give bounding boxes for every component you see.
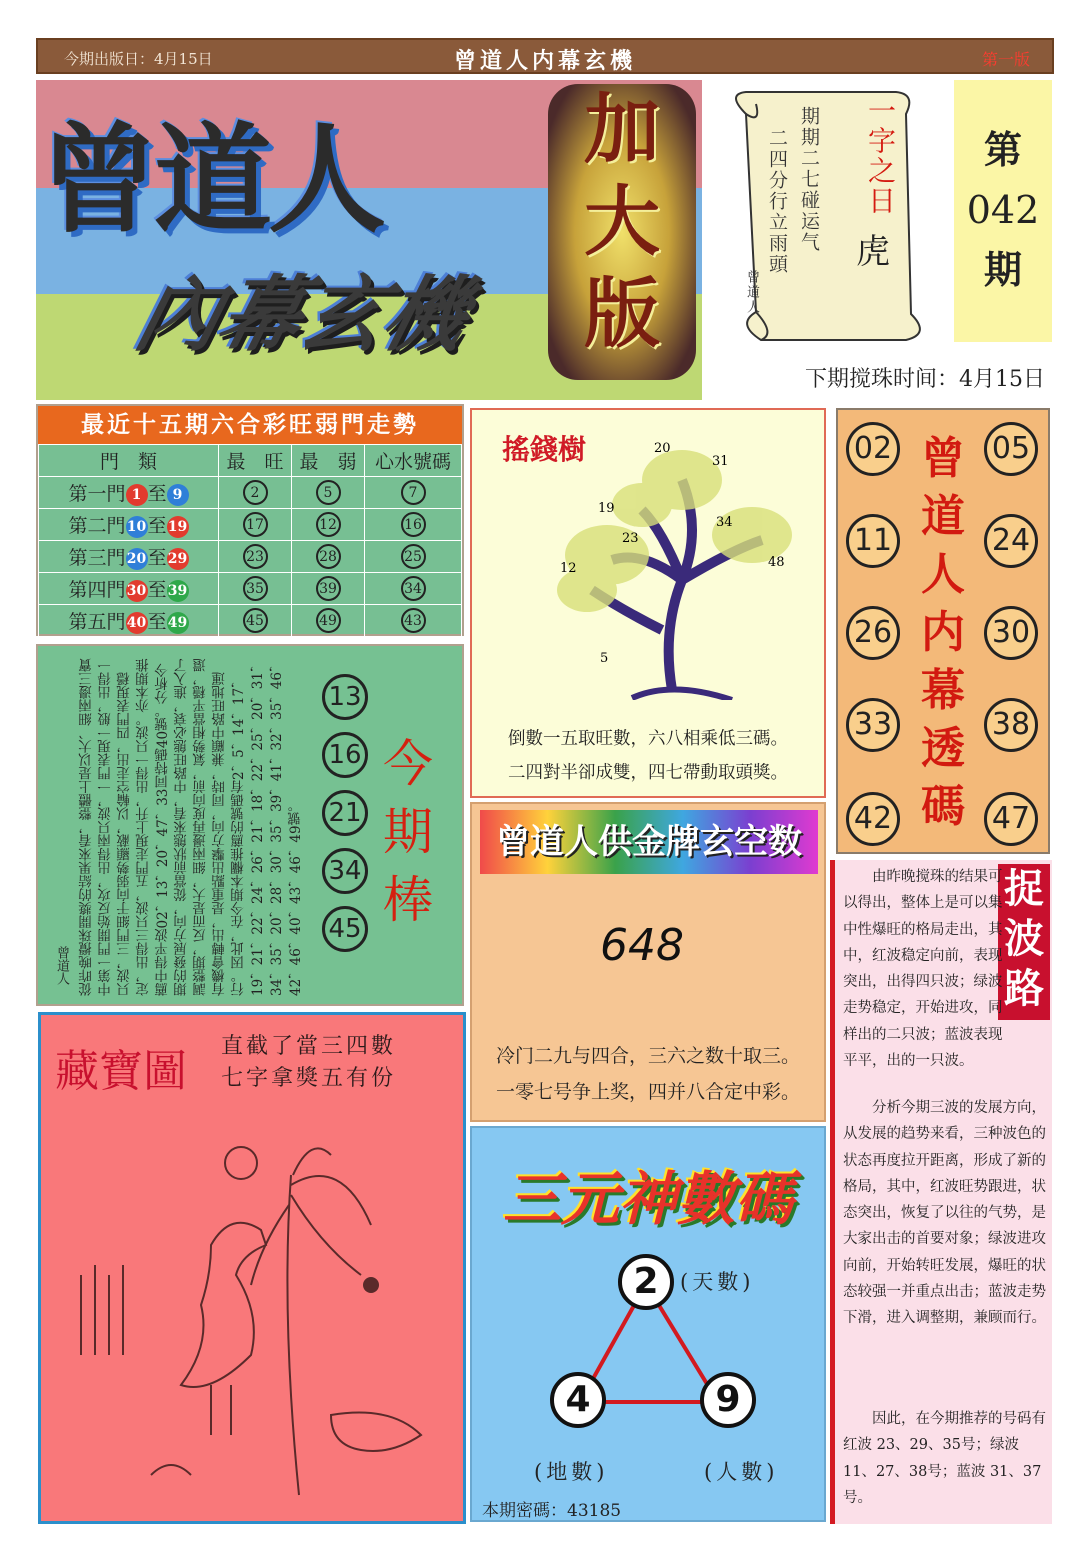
- table-row: 第三門20至29 23 28 25: [39, 541, 462, 573]
- heaven-label: (天數): [680, 1270, 755, 1294]
- pick-label: 今 期 棒: [383, 735, 433, 929]
- sanyuan-panel: [470, 1126, 826, 1522]
- word-label: 一字之日: [864, 96, 897, 216]
- secret-vertical-title: 曾 道 人 内 幕 透 碼: [921, 433, 965, 832]
- masthead-title: 曾道人: [40, 110, 383, 249]
- secret-numbers-panel: 02 11 26 33 42 05 24 30 38 47 曾 道 人 内 幕 透 碼: [836, 408, 1050, 854]
- header-bar: [36, 38, 1054, 74]
- table-row: 第一門 1 至 9 2 5 7: [39, 477, 462, 509]
- wave-paragraph-1: 由昨晚搅珠的结果可以得出，整体上是可以集中性爆旺的格局走出，其中，红波稳定向前，表现突出，出得四只波；绿波走势稳定，开始进攻，同样出的二只波；蓝波表现平平，出的一只波。: [843, 869, 1003, 1070]
- analysis-text: 從昨晚攪珠開獎的結果來看，整體上是以大、細兩邊三寶中第一門開始反攻，出得兩只波，一門表現一般，出得一只波，三門細于向弱勢顯蔽，以輪空走出，四門表現穩定，出得三只波，五門走現上升，出得一只波。亦本期推薦中得平波02，13，20，47，33同特碼40號。分析今期的發展方向，從當前狀態來看，中路旺態必衰，進入了調整期，反而是大，細兩邊再度向前，氣勢相當平穩，還有機會轉出，是重點出擊方向，同時，兼顧中路旺地運行。因此，在今期本欄推薦的號碼有2，5，14，17，19，21，22，24，26，21，18，22，25，20，31，34，35，20，28，30，35，39，41，32，35，46，42，46，40，43，46，49號。: [79, 658, 304, 996]
- tree-poem: 倒數一五取旺數，六八相乘低三碼。 二四對半卻成雙，四七帶動取頭獎。: [508, 729, 788, 783]
- badge-char: 加: [584, 85, 660, 174]
- table-row: 第五門40至49 45 49 43: [39, 605, 462, 637]
- heaven-number: 2: [618, 1254, 674, 1310]
- wave-paragraph-2: 分析今期三波的发展方向，从发展的趋势来看，三种波色的状态再度拉开距离，形成了新的格局，其中，红波旺势跟进，状态突出，恢复了以往的气势，是大家出击的首要对象；绿波进攻向前，开始转旺发展，爆旺的状态较强一并重点出击；蓝波走势下滑，进入调整期，兼顾而行。: [843, 1100, 1046, 1327]
- wave-analysis: [830, 860, 1052, 1524]
- tree-illustration: [512, 440, 802, 700]
- human-label: (人數): [704, 1460, 779, 1484]
- money-tree: [470, 408, 826, 798]
- analysis-sign: 曾道人: [54, 946, 69, 985]
- treasure-poem: 直截了當三四數 七字拿獎五有份: [221, 1034, 397, 1091]
- tree-title: 搖錢樹: [502, 433, 587, 466]
- header-title: 曾道人内幕玄機: [453, 48, 636, 74]
- pick-number: 21: [322, 790, 368, 836]
- earth-label: (地數): [534, 1460, 609, 1484]
- enlarged-edition-badge: [548, 84, 696, 380]
- col-header: 門 類: [39, 445, 219, 477]
- human-number: 9: [700, 1372, 756, 1428]
- wave-caption: 捉 波 路: [998, 864, 1050, 1020]
- svg-text:48: 48: [768, 555, 785, 570]
- earth-number: 4: [550, 1372, 606, 1428]
- svg-text:34: 34: [716, 515, 733, 530]
- svg-text:31: 31: [712, 454, 729, 469]
- issue-pre: 第: [983, 127, 1022, 172]
- trend-table: [36, 404, 464, 636]
- issue-box: [954, 80, 1052, 342]
- scroll-sign: 曾道人: [744, 270, 759, 315]
- pick-number: 16: [322, 732, 368, 778]
- table-row: 第四門30至39 35 39 34: [39, 573, 462, 605]
- gold-number-panel: [470, 802, 826, 1122]
- scroll-line: 期期二七碰运气: [798, 106, 820, 253]
- bird-plant-illustration: [61, 1115, 451, 1515]
- pick-number: 45: [322, 906, 368, 952]
- masthead-subtitle: 內幕玄機: [126, 267, 479, 363]
- badge-char: 版: [584, 269, 660, 358]
- treasure-map: [38, 1012, 466, 1524]
- trend-title: 最近十五期六合彩旺弱門走勢: [38, 406, 462, 444]
- gold-title: 曾道人供金牌玄空数: [480, 810, 818, 874]
- svg-text:12: 12: [560, 561, 577, 576]
- svg-text:5: 5: [600, 651, 609, 666]
- pick-number: 34: [322, 848, 368, 894]
- badge-char: 大: [584, 177, 660, 266]
- col-header: 心水號碼: [365, 445, 462, 477]
- publish-date: 今期出版日：4月15日: [64, 50, 213, 68]
- scroll-panel: [716, 84, 940, 344]
- table-row: 第二門10至19 17 12 16: [39, 509, 462, 541]
- issue-number: 042: [966, 188, 1040, 232]
- svg-text:20: 20: [654, 441, 671, 456]
- scroll-line: 二四分行立雨頭: [766, 128, 788, 275]
- svg-text:19: 19: [598, 501, 615, 516]
- col-header: 最 旺: [219, 445, 292, 477]
- issue-post: 期: [983, 247, 1022, 292]
- svg-text:23: 23: [622, 531, 639, 546]
- sanyuan-title: 三元神數碼: [502, 1165, 793, 1233]
- password: 本期密碼：43185: [482, 1501, 622, 1521]
- gold-poem: 冷门二九与四合，三六之数十取三。 一零七号争上奖，四并八合定中彩。: [495, 1045, 800, 1103]
- wave-paragraph-3: 因此，在今期推荐的号码有红波 23、29、35号；绿波 11、27、38号；蓝波 31、37号。: [843, 1411, 1046, 1506]
- edition-label: 第一版: [981, 50, 1030, 69]
- pick-number: 13: [322, 674, 368, 720]
- treasure-title: 藏寶圖: [55, 1046, 187, 1097]
- col-header: 最 弱: [292, 445, 365, 477]
- word-of-day: 虎: [856, 232, 890, 272]
- next-draw-time: 下期搅珠时间：4月15日: [805, 367, 1045, 392]
- gold-number: 648: [600, 920, 684, 971]
